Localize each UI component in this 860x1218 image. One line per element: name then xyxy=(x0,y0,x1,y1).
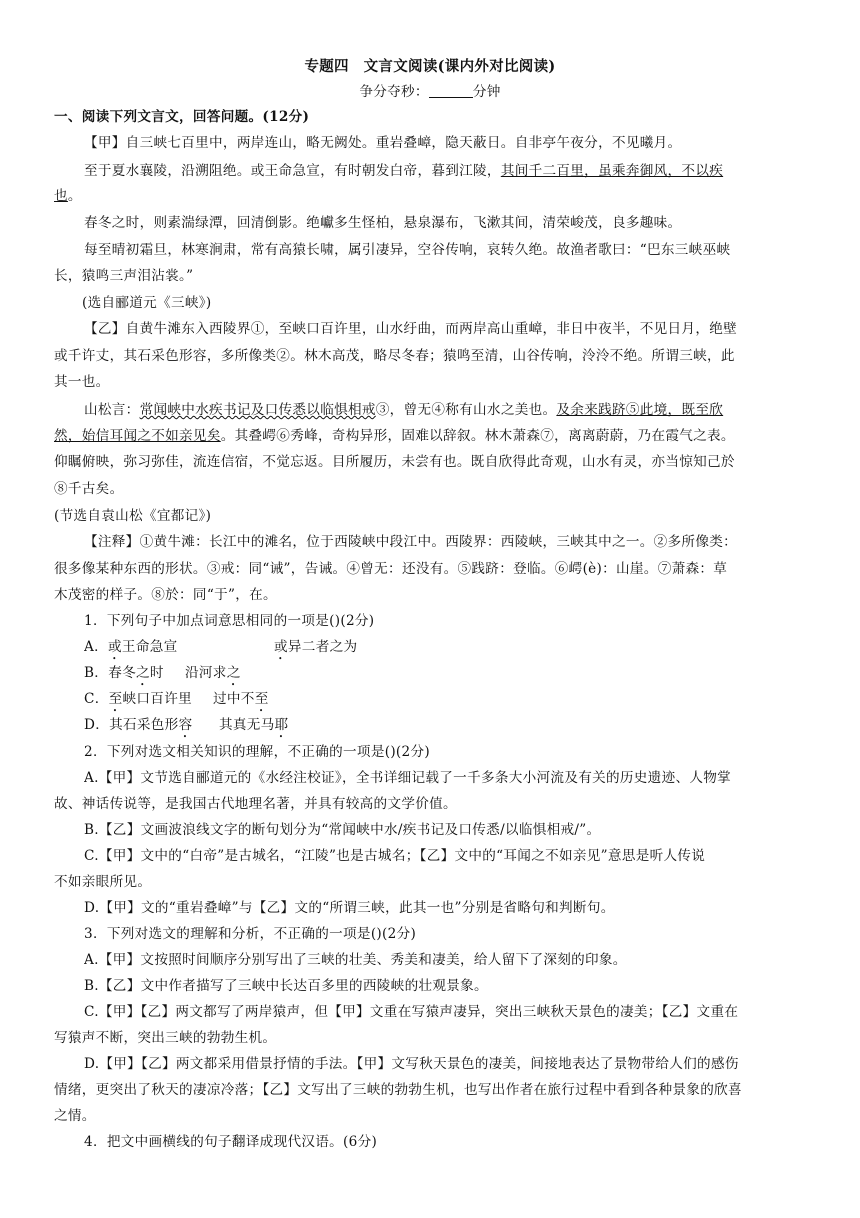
underlined-sentence-yi: 及余来践跻⑤此境，既至欣 xyxy=(556,402,724,418)
jia-para-3: 春冬之时，则素湍绿潭，回清倒影。绝巘多生怪柏，悬泉瀑布，飞漱其间，清荣峻茂，良多趣味。 xyxy=(84,215,682,231)
question-1-stem: 1．下列句子中加点词意思相同的一项是()(2分) xyxy=(84,613,375,629)
notes-line-3: 木茂密的样子。⑧於：同“于”，在。 xyxy=(54,587,277,603)
time-blank[interactable] xyxy=(429,83,473,98)
q3-option-a[interactable]: A.【甲】文按照时间顺序分别写出了三峡的壮美、秀美和凄美，给人留下了深刻的印象。 xyxy=(84,952,627,968)
question-4-stem: 4．把文中画横线的句子翻译成现代汉语。(6分) xyxy=(84,1134,378,1150)
jia-para-2: 至于夏水襄陵，沿溯阻绝。或王命急宣，有时朝发白帝，暮到江陵，其间千二百里，虽乘奔御风，不以疾 xyxy=(84,163,724,179)
q3-option-d[interactable]: D.【甲】【乙】两文都采用借景抒情的手法。【甲】文写秋天景色的凄美，间接地表达了景物带给人们的感伤 xyxy=(84,1056,739,1072)
yi-source: (节选自袁山松《宜都记》) xyxy=(54,508,212,524)
yi-para-2-line-4: ⑧千古矣。 xyxy=(54,481,124,497)
q2-option-b[interactable]: B.【乙】文画波浪线文字的断句划分为“常闻峡中水/疾书记及口传悉/以临惧相戒/”。 xyxy=(84,822,601,838)
q3-option-c[interactable]: C.【甲】【乙】两文都写了两岸猿声，但【甲】文重在写猿声凄异，突出三峡秋天景色的凄美；【乙】文重在 xyxy=(84,1004,739,1020)
yi-para-2-line-2: 然，始信耳闻之不如亲见矣。其叠崿⑥秀峰，奇构异形，固难以辞叙。林木萧森⑦，离离蔚蔚，乃在霞气之表。 xyxy=(54,428,735,444)
q2-option-a-cont: 故、神话传说等，是我国古代地理名著，并具有较高的文学价值。 xyxy=(54,796,457,812)
yi-para-1-line-2: 或千许丈，其石采色形容，多所像类②。林木高茂，略尽冬春；猿鸣至清，山谷传响，泠泠不绝。所谓三峡，此 xyxy=(54,348,735,364)
q1-option-d[interactable]: D．其石采色形容 其真无马耶 xyxy=(84,717,289,733)
q3-option-d-cont-2: 之情。 xyxy=(54,1108,96,1124)
jia-para-4-cont: 长，猿鸣三声泪沾裳。” xyxy=(54,268,194,284)
q1-option-c[interactable]: C．至峡口百许里 过中不至 xyxy=(84,691,269,707)
q3-option-d-cont: 情绪，更突出了秋天的凄凉冷落；【乙】文写出了三峡的勃勃生机，也写出作者在旅行过程中看到各种景象的欣喜 xyxy=(54,1082,742,1098)
jia-para-2-cont: 也。 xyxy=(54,188,82,204)
wavy-underline-text: 常闻峡中水疾书记及口传悉以临惧相戒 xyxy=(139,402,376,418)
section-heading: 一、阅读下列文言文，回答问题。(12分) xyxy=(54,109,310,125)
q3-option-c-cont: 写猿声不断，突出三峡的勃勃生机。 xyxy=(54,1030,277,1046)
jia-para-4: 每至晴初霜旦，林寒涧肃，常有高猿长啸，属引凄异，空谷传响，哀转久绝。故渔者歌曰：“巴东三峡巫峡 xyxy=(84,242,731,258)
yi-para-1: 【乙】自黄牛滩东入西陵界①，至峡口百许里，山水纡曲，而两岸高山重嶂，非日中夜半，不见日月，绝壁 xyxy=(84,321,738,337)
q3-option-b[interactable]: B.【乙】文中作者描写了三峡中长达百多里的西陵峡的壮观景象。 xyxy=(84,978,488,994)
notes-line-1: 【注释】①黄牛滩：长江中的滩名，位于西陵峡中段江中。西陵界：西陵峡，三峡其中之一。②多所像类： xyxy=(84,534,738,550)
page-title: 专题四 文言文阅读(课内外对比阅读) xyxy=(304,58,556,75)
underlined-sentence-jia: 其间千二百里，虽乘奔御风，不以疾 xyxy=(500,163,724,179)
q2-option-d[interactable]: D.【甲】文的“重岩叠嶂”与【乙】文的“所谓三峡，此其一也”分别是省略句和判断句。 xyxy=(84,900,615,916)
q1-option-a[interactable]: A．或王命急宣 或异二者之为 xyxy=(84,639,358,655)
jia-para-1: 【甲】自三峡七百里中，两岸连山，略无阙处。重岩叠嶂，隐天蔽日。自非亭午夜分，不见曦月。 xyxy=(84,135,682,151)
q2-option-a[interactable]: A.【甲】文节选自郦道元的《水经注校证》，全书详细记载了一千多条大小河流及有关的历史遗迹、人物掌 xyxy=(84,770,732,786)
q2-option-c[interactable]: C.【甲】文中的“白帝”是古城名，“江陵”也是古城名；【乙】文中的“耳闻之不如亲见”意思是听人传说 xyxy=(84,848,706,864)
yi-para-2-line-3: 仰瞩俯映，弥习弥佳，流连信宿，不觉忘返。目所履历，未尝有也。既自欣得此奇观，山水有灵，亦当惊知己於 xyxy=(54,454,735,470)
question-2-stem: 2．下列对选文相关知识的理解，不正确的一项是()(2分) xyxy=(84,744,430,760)
time-limit: 争分夺秒： 分钟 xyxy=(359,84,501,100)
yi-para-2: 山松言：常闻峡中水疾书记及口传悉以临惧相戒③，曾无④称有山水之美也。及余来践跻⑤此境，既至欣 xyxy=(84,402,724,418)
yi-para-1-line-3: 其一也。 xyxy=(54,374,110,390)
notes-line-2: 很多像某种东西的形状。③戒：同“诫”，告诫。④曾无：还没有。⑤践跻：登临。⑥崿(è)：山崖。⑦萧森：草 xyxy=(54,561,728,577)
q2-option-c-cont: 不如亲眼所见。 xyxy=(54,874,152,890)
jia-source: (选自郦道元《三峡》) xyxy=(82,295,212,311)
question-3-stem: 3．下列对选文的理解和分析，不正确的一项是()(2分) xyxy=(84,926,417,942)
q1-option-b[interactable]: B．春冬之时 沿河求之 xyxy=(84,665,241,681)
